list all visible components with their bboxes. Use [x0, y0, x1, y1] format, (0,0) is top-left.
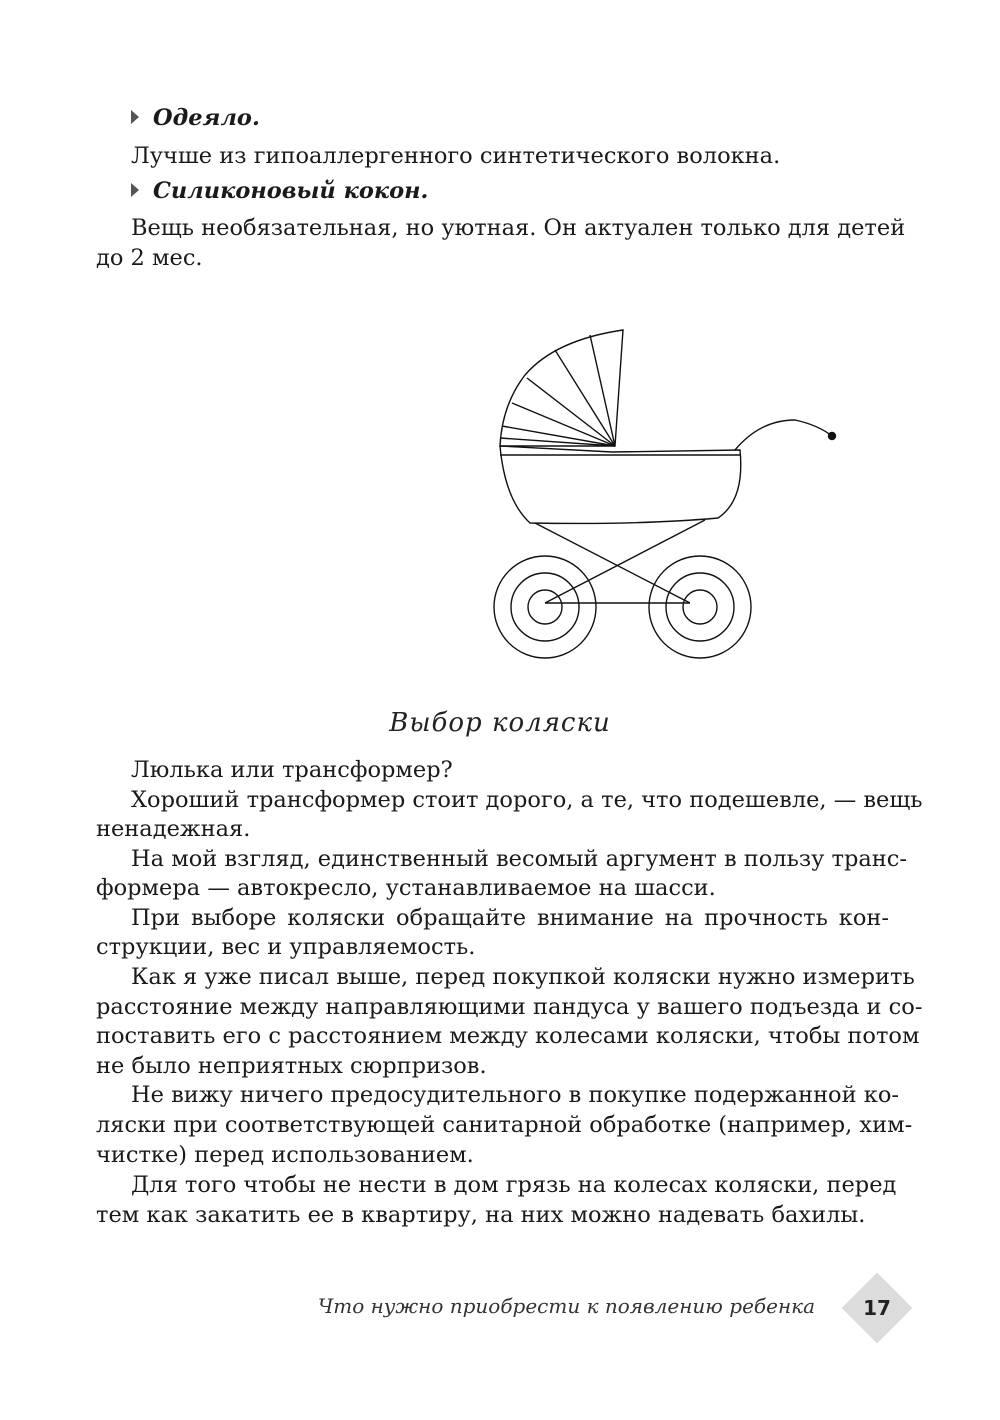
page-number: 17: [863, 1296, 891, 1320]
baby-stroller-icon: [480, 320, 860, 670]
paragraph: Лучше из гипоаллергенного синтетического волокна.: [131, 143, 781, 169]
paragraph-line: расстояние между направляющими пандуса у вашего подъезда и со-: [96, 994, 923, 1020]
page-number-badge: [842, 1273, 912, 1343]
bullet-item-cocoon: [131, 176, 428, 206]
paragraph-line: Для того чтобы не нести в дом грязь на колесах коляски, перед: [131, 1172, 897, 1198]
paragraph-line: не было неприятных сюрпризов.: [96, 1053, 487, 1079]
paragraph-line: На мой взгляд, единственный весомый аргумент в пользу транс-: [131, 846, 907, 872]
bullet-item-blanket: [131, 103, 260, 133]
triangle-bullet-icon: [131, 110, 139, 124]
paragraph-line: Вещь необязательная, но уютная. Он актуален только для детей: [131, 215, 906, 241]
paragraph-line: Как я уже писал выше, перед покупкой коляски нужно измерить: [131, 964, 915, 990]
paragraph-line: до 2 мес.: [96, 245, 203, 271]
paragraph-line: ненадежная.: [96, 816, 251, 842]
triangle-bullet-icon: [131, 183, 139, 197]
paragraph-line: тем как закатить ее в квартиру, на них можно надевать бахилы.: [96, 1202, 866, 1228]
paragraph-line: чистке) перед использованием.: [96, 1142, 474, 1168]
paragraph-line: Люлька или трансформер?: [131, 757, 453, 783]
paragraph-line: струкции, вес и управляемость.: [96, 934, 476, 960]
running-footer-title: Что нужно приобрести к появлению ребенка: [317, 1294, 815, 1318]
paragraph-line: ляски при соответствующей санитарной обработке (например, хим-: [96, 1112, 913, 1138]
paragraph-line: Хороший трансформер стоит дорого, а те, что подешевле, — вещь: [131, 787, 923, 813]
bullet-label: Силиконовый кокон.: [153, 178, 429, 204]
section-heading: Выбор коляски: [389, 708, 611, 738]
bullet-label: Одеяло.: [153, 105, 260, 131]
paragraph-line: формера — автокресло, устанавливаемое на шасси.: [96, 875, 716, 901]
paragraph-line: поставить его с расстоянием между колесами коляски, чтобы потом: [96, 1023, 920, 1049]
paragraph-line: При выборе коляски обращайте внимание на прочность кон-: [131, 905, 889, 931]
paragraph-line: Не вижу ничего предосудительного в покупке подержанной ко-: [131, 1082, 899, 1108]
